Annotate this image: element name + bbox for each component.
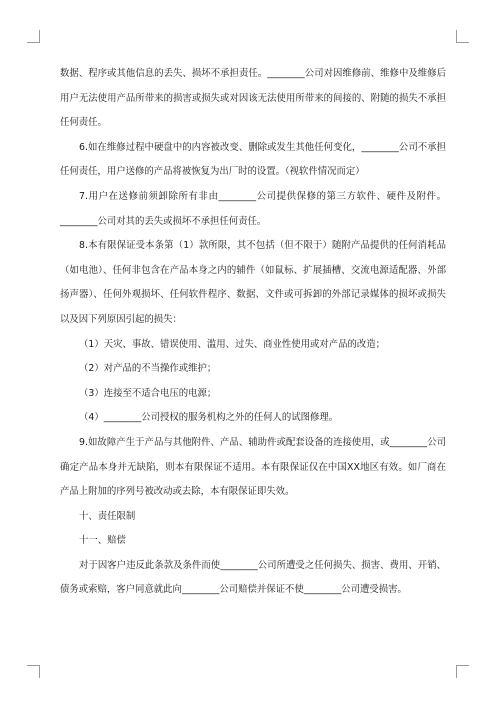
paragraph-item-6: 6.如在维修过程中硬盘中的内容被改变、删除或发生其他任何变化，________公司不承担任何责任，用户送修的产品将被恢复为出厂时的设置。（视软件情况而定）: [60, 141, 446, 178]
list-item-2: （2）对产品的不当操作或维护；: [79, 363, 217, 375]
list-item-4: （4）________公司授权的服务机构之外的任何人的试图修理。: [79, 412, 339, 424]
paragraph-item-7: 7.用户在送修前须卸除所有非由________公司提供保修的第三方软件、硬件及附件。________公司对其的丢失或损坏不承担任何责任。: [60, 190, 446, 227]
crop-mark-bottom-left: [27, 665, 40, 678]
crop-mark-top-left: [27, 30, 40, 43]
paragraph-data-loss: 数据、程序或其他信息的丢失、损坏不承担责任。________公司对因维修前、维修中及维修后用户无法使用产品所带来的损害或损失或对因该无法使用所带来的间接的、附随的损失不承担任何责任。: [60, 68, 446, 129]
section-heading-compensation: 十一、赔偿: [79, 535, 126, 547]
section-heading-liability: 十、责任限制: [79, 510, 136, 522]
list-item-1: （1）天灾、事故、错误使用、滥用、过失、商业性使用或对产品的改造；: [79, 338, 385, 350]
document-body: [60, 62, 446, 603]
paragraph-item-8: 8.本有限保证受本条第（1）款所限，其不包括（但不限于）随附产品提供的任何消耗品（如电池）、任何非包含在产品本身之内的辅件（如鼠标、扩展插槽、交流电源适配器、外部扬声器）、任何外观损坏、任何软件程序、数据、文件或可拆卸的外部记录媒体的损坏或损失以及因下列原因引起的损失：: [60, 240, 446, 325]
crop-mark-bottom-right: [456, 665, 469, 678]
paragraph-item-9: 9.如故障产生于产品与其他附件、产品、辅助件或配套设备的连接使用，或________公司确定产品本身并无缺陷，则本有限保证不适用。本有限保证仅在中国XX地区有效。如厂商在产品上附加的序列号被改动或去除，本有限保证即失效。: [60, 436, 446, 498]
list-item-3: （3）连接至不适合电压的电源；: [79, 387, 217, 399]
paragraph-compensation: 对于因客户违反此条款及条件而使________公司所遭受之任何损失、损害、费用、开销、债务或索赔，客户同意就此向________公司赔偿并保证不使________公司遭受损害。: [60, 559, 446, 596]
crop-mark-top-right: [456, 30, 469, 43]
